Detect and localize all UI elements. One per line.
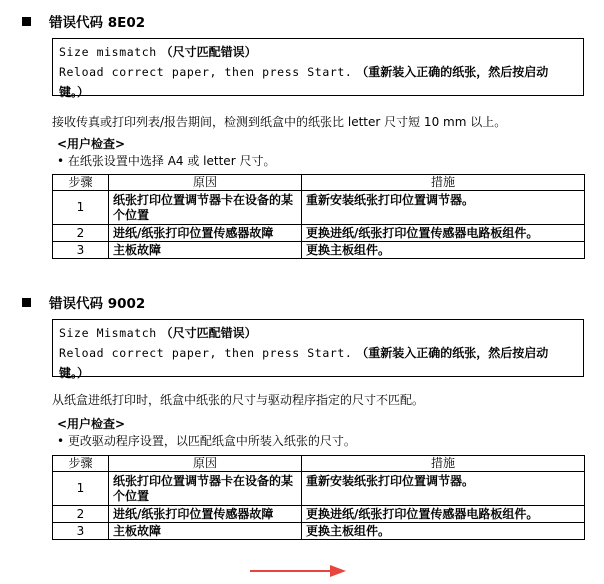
- user-check-item: • 在纸张设置中选择 A4 或 letter 尺寸。: [57, 154, 276, 168]
- cause-cell: 主板故障: [109, 523, 302, 540]
- error-description: 接收传真或打印列表/报告期间，检测到纸盒中的纸张比 letter 尺寸短 10 mm 以上。: [52, 115, 507, 129]
- step-cell: 3: [53, 523, 109, 540]
- section-title: 错误代码 9002: [22, 295, 145, 313]
- action-cell: 重新安装纸张打印位置调节器。: [302, 472, 585, 506]
- cause-cell: 主板故障: [109, 242, 302, 259]
- col-action: 措施: [302, 175, 585, 191]
- steps-table: [52, 174, 585, 259]
- table-row: [53, 506, 585, 523]
- cause-cell: 纸张打印位置调节器卡在设备的某个位置: [109, 191, 302, 225]
- action-cell: 更换进纸/纸张打印位置传感器电路板组件。: [302, 225, 585, 242]
- step-cell: 3: [53, 242, 109, 259]
- table-row: [53, 523, 585, 540]
- table-row: [53, 472, 585, 506]
- section-title: 错误代码 8E02: [22, 14, 145, 32]
- action-cell: 更换进纸/纸张打印位置传感器电路板组件。: [302, 506, 585, 523]
- table-row: [53, 225, 585, 242]
- step-cell: 1: [53, 472, 109, 506]
- steps-table: [52, 455, 585, 540]
- user-check-label: <用户检查>: [57, 417, 126, 431]
- cause-cell: 进纸/纸张打印位置传感器故障: [109, 506, 302, 523]
- square-bullet-icon: [22, 17, 31, 26]
- arrow-right-icon: [250, 564, 350, 578]
- step-cell: 2: [53, 506, 109, 523]
- message-box: Size mismatch （尺寸匹配错误） Reload correct paper, then press Start. （重新装入正确的纸张，然后按启动 键。）: [52, 38, 584, 96]
- action-cell: 重新安装纸张打印位置调节器。: [302, 191, 585, 225]
- table-row: [53, 191, 585, 225]
- user-check-label: <用户检查>: [57, 137, 126, 151]
- step-cell: 1: [53, 191, 109, 225]
- col-cause: 原因: [109, 175, 302, 191]
- action-cell: 更换主板组件。: [302, 523, 585, 540]
- step-cell: 2: [53, 225, 109, 242]
- col-cause: 原因: [109, 456, 302, 472]
- col-step: 步骤: [53, 456, 109, 472]
- action-cell: 更换主板组件。: [302, 242, 585, 259]
- message-box: Size Mismatch （尺寸匹配错误） Reload correct paper, then press Start. （重新装入正确的纸张，然后按启动 键。）: [52, 319, 584, 377]
- cause-cell: 纸张打印位置调节器卡在设备的某个位置: [109, 472, 302, 506]
- cause-cell: 进纸/纸张打印位置传感器故障: [109, 225, 302, 242]
- user-check-item: • 更改驱动程序设置，以匹配纸盒中所装入纸张的尺寸。: [57, 434, 356, 448]
- error-description: 从纸盒进纸打印时，纸盒中纸张的尺寸与驱动程序指定的尺寸不匹配。: [52, 393, 425, 407]
- col-action: 措施: [302, 456, 585, 472]
- square-bullet-icon: [22, 298, 31, 307]
- table-row: [53, 242, 585, 259]
- col-step: 步骤: [53, 175, 109, 191]
